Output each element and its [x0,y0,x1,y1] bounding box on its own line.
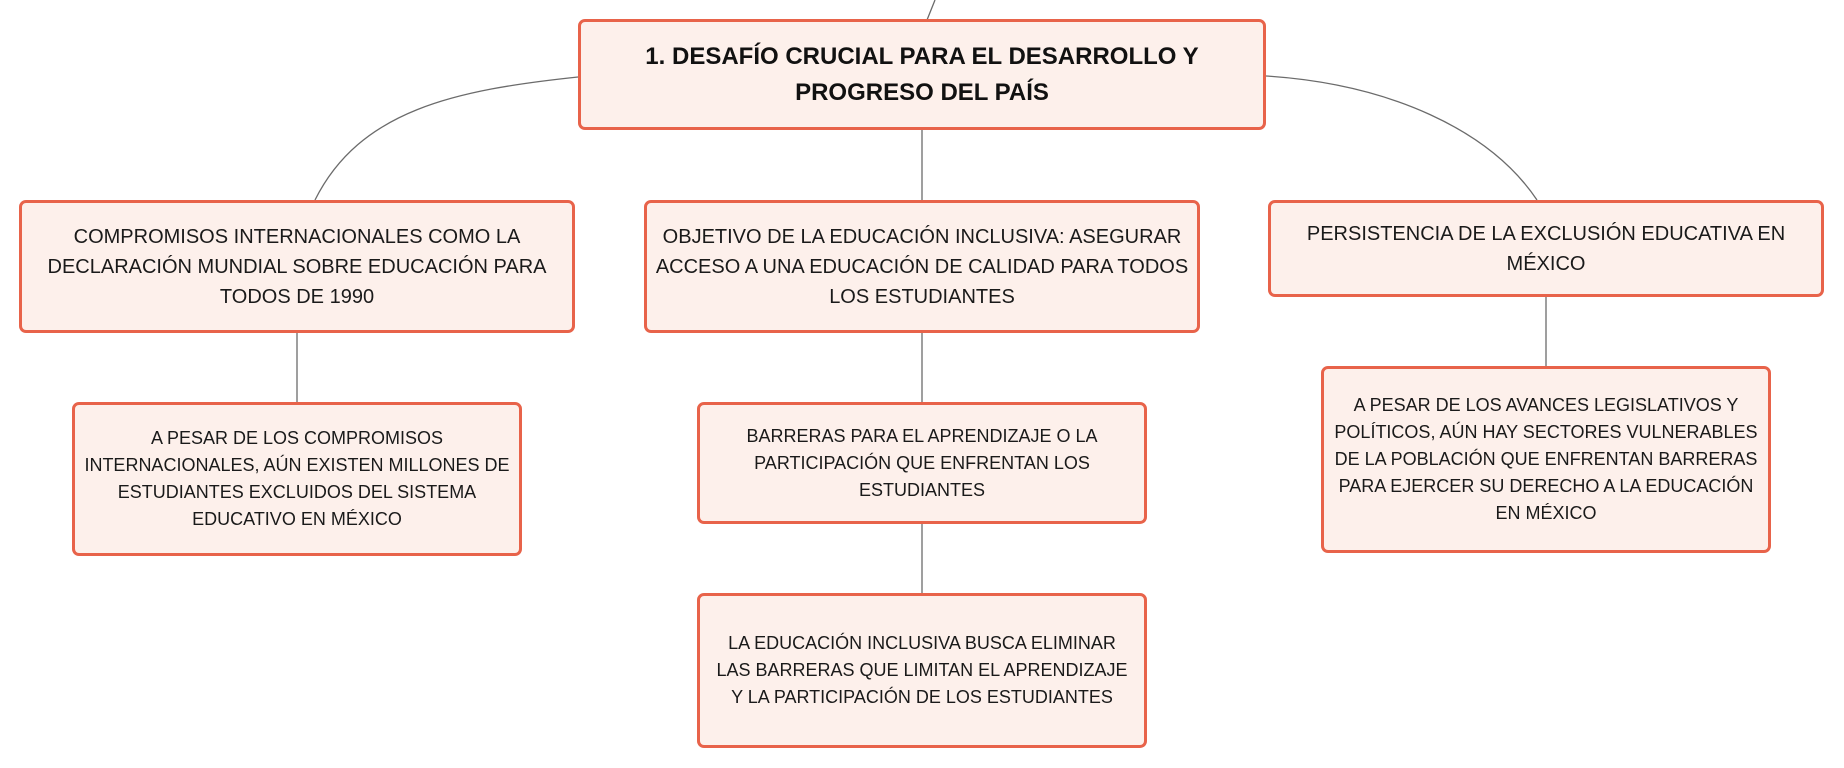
branch-label-persistencia: PERSISTENCIA DE LA EXCLUSIÓN EDUCATIVA EN MÉXICO [1306,222,1786,275]
branch-node-persistencia[interactable] [1268,200,1824,297]
child-label-persistencia-1: A PESAR DE LOS AVANCES LEGISLATIVOS Y POLÍTICOS, AÚN HAY SECTORES VULNERABLES DE LA POBLACIÓN QUE ENFRENTAN BARRERAS PARA EJERCER SU DERECHO A LA EDUCACIÓN EN MÉXICO [1334,395,1758,523]
child-node-objetivo-1[interactable] [697,402,1147,524]
connector-root-to-right-branch [1266,76,1537,200]
child-label-objetivo-2: LA EDUCACIÓN INCLUSIVA BUSCA ELIMINAR LAS BARRERAS QUE LIMITAN EL APRENDIZAJE Y LA PARTICIPACIÓN DE LOS ESTUDIANTES [716,633,1128,707]
connector-root-to-left-branch [315,77,578,200]
root-topic-label: 1. DESAFÍO CRUCIAL PARA EL DESARROLLO Y PROGRESO DEL PAÍS [645,42,1199,106]
branch-node-objetivo[interactable] [644,200,1200,333]
child-node-compromisos-1[interactable] [72,402,522,556]
branch-node-compromisos[interactable] [19,200,575,333]
child-label-objetivo-1: BARRERAS PARA EL APRENDIZAJE O LA PARTICIPACIÓN QUE ENFRENTAN LOS ESTUDIANTES [746,425,1098,500]
branch-label-compromisos: COMPROMISOS INTERNACIONALES COMO LA DECLARACIÓN MUNDIAL SOBRE EDUCACIÓN PARA TODOS DE 1990 [47,225,547,308]
child-node-objetivo-2[interactable] [697,593,1147,748]
root-topic-node[interactable] [578,19,1266,130]
child-label-compromisos-1: A PESAR DE LOS COMPROMISOS INTERNACIONALES, AÚN EXISTEN MILLONES DE ESTUDIANTES EXCLUIDOS DEL SISTEMA EDUCATIVO EN MÉXICO [84,428,510,529]
connector-top-stub [927,0,935,20]
child-node-persistencia-1[interactable] [1321,366,1771,553]
branch-label-objetivo: OBJETIVO DE LA EDUCACIÓN INCLUSIVA: ASEGURAR ACCESO A UNA EDUCACIÓN DE CALIDAD PARA TODOS LOS ESTUDIANTES [655,225,1189,308]
